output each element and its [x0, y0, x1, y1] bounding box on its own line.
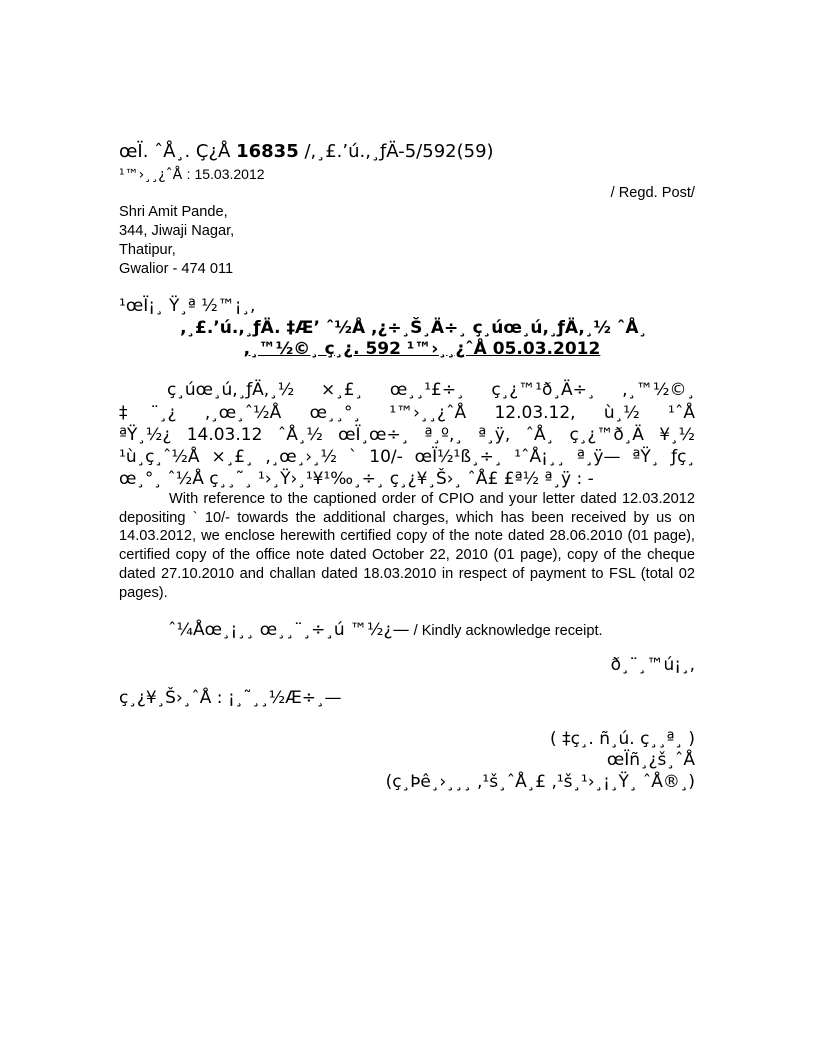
hindi-body-line-3: ªŸ¸½¿ 14.03.12 ˆÅ¸½ œÏ¸œ÷¸ ª¸º,¸ ª¸ÿ, ˆÅ¸ ç¸¿™ð¸Ä ¥¸½: [119, 425, 695, 445]
post-type: / Regd. Post/: [610, 185, 695, 201]
hindi-body-line-1: ç¸úœ¸ú,¸ƒÄ,¸½ ×¸£¸ œ¸¸¹£÷¸ ç¸¿™¹ð¸Ä÷¸ ,¸™½©¸: [167, 380, 695, 400]
reference-suffix: /,¸£.’ú.,¸ƒÄ-5/592(59): [298, 141, 494, 162]
hindi-body-line-5: œ¸°¸ ˆ½Å ç¸¸˜¸ ¹›¸Ÿ›¸¹¥¹‰¸÷¸ ç¸¿¥¸Š›¸ ˆÅ£ £ª½ ª¸ÿ : -: [119, 469, 594, 489]
closing: ð¸¨¸™ú¡¸,: [610, 655, 695, 675]
english-body-paragraph: [119, 490, 695, 602]
address-line-3: Thatipur,: [119, 242, 176, 258]
enclosure-line: ç¸¿¥¸Š›¸ˆÅ : ¡¸˜¸¸½Æ÷¸—: [119, 688, 342, 708]
acknowledge-line: [168, 620, 603, 641]
signatory-name: ( ‡ç¸. ñ¸ú. ç¸¸ª¸ ): [550, 729, 695, 749]
acknowledge-english: / Kindly acknowledge receipt.: [409, 623, 603, 639]
address-line-1: Shri Amit Pande,: [119, 204, 228, 220]
address-line-2: 344, Jiwaji Nagar,: [119, 223, 235, 239]
reference-number: 16835: [236, 141, 299, 162]
english-body-text: With reference to the captioned order of CPIO and your letter dated 12.03.2012 depositing ` 10/- towards the additional charges, which has been received by us on 14.03.2012, we enclose herewith certified copy of the note dated 28.06.2010 (01 page), certified copy of the office note dated October 22, 2010 (01 page), copy of the cheque dated 27.10.2010 and challan dated 18.03.2010 in respect of payment to FSL (total 02 pages).: [119, 491, 695, 601]
reference-number-line: [119, 141, 494, 162]
reference-prefix: œÏ. ˆÅ¸. Ç¿Å: [119, 141, 237, 162]
acknowledge-hindi: ˆ¼Åœ¸¡¸¸ œ¸¸¨¸÷¸ú ™½¿—: [168, 620, 410, 640]
signatory-department: (ç¸Þê¸›¸¸¸ ,¹š¸ˆÅ¸£ ,¹š¸¹›¸¡¸Ÿ¸ ˆÅ®¸): [385, 772, 695, 792]
salutation: ¹œÏ¡¸ Ÿ¸ª ½™¡¸,: [119, 296, 256, 316]
date-value: : 15.03.2012: [186, 166, 265, 182]
hindi-body-line-4: ¹ù¸ç¸ˆ½Å ×¸£¸ ,¸œ¸›¸½ ` 10/- œÏ½¹ß¸÷¸ ¹ˆÅ¡¸¸ ª¸ÿ— ªŸ¸ ƒç¸: [119, 447, 695, 467]
subject-line-2: ,¸™½©¸ ç¸¿. 592 ¹™›¸¸¿ˆÅ 05.03.2012: [243, 339, 601, 359]
hindi-body-line-2: ‡¨¸¿ ,¸œ¸ˆ½Å œ¸¸°¸ ¹™›¸¸¿ˆÅ 12.03.12, ù¸½ ¹ˆÅ: [119, 403, 695, 423]
signatory-designation: œÏñ¸¿š¸ˆÅ: [606, 750, 695, 770]
address-line-4: Gwalior - 474 011: [119, 261, 234, 277]
date-line: [119, 164, 265, 184]
date-label: ¹™›¸¸¿ˆÅ: [119, 167, 187, 183]
subject-line-1: ,¸£.’ú.,¸ƒÄ. ‡Æ’ ˆ½Å ,¿÷¸Š¸Ä÷¸ ç¸úœ¸ú,¸ƒÄ,¸½ ˆÅ¸: [180, 318, 647, 338]
